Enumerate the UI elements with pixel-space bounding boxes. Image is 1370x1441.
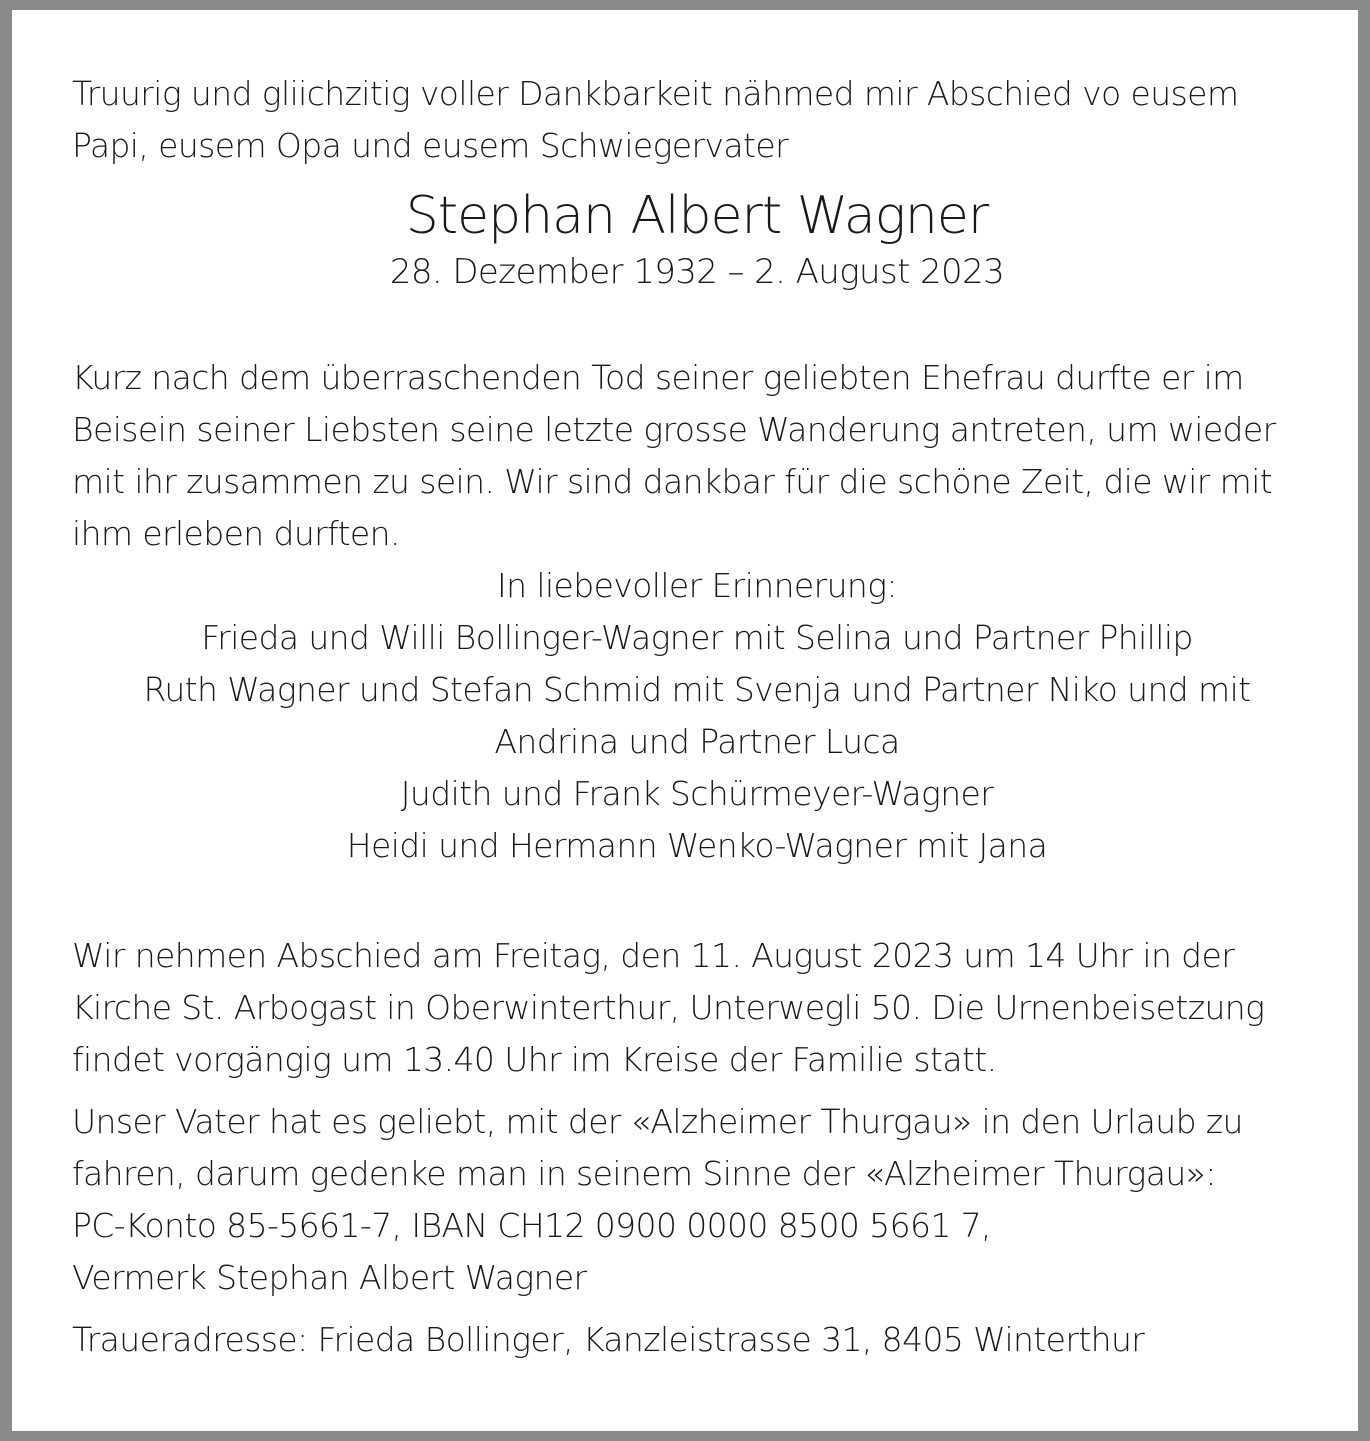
mourners-heading: In liebevoller Erinnerung: xyxy=(497,566,897,605)
deceased-dates: 28. Dezember 1932 – 2. August 2023 xyxy=(389,252,1005,292)
service-paragraph xyxy=(72,930,1322,1086)
intro-line: Papi, eusem Opa und eusem Schwiegervater xyxy=(72,126,789,165)
mourning-address: Traueradresse: Frieda Bollinger, Kanzleistrasse 31, 8405 Winterthur xyxy=(72,1320,1145,1359)
tribute-line: ihm erleben durften. xyxy=(72,514,400,553)
tribute-paragraph xyxy=(72,352,1322,560)
mourner-line: Frieda und Willi Bollinger-Wagner mit Selina und Partner Phillip xyxy=(201,618,1193,657)
tribute-line: Beisein seiner Liebsten seine letzte grosse Wanderung antreten, um wieder xyxy=(72,410,1276,449)
donation-line: Vermerk Stephan Albert Wagner xyxy=(72,1258,587,1297)
mourners-block xyxy=(72,560,1322,872)
tribute-line: mit ihr zusammen zu sein. Wir sind dankbar für die schöne Zeit, die wir mit xyxy=(72,462,1273,501)
intro-line: Truurig und gliichzitig voller Dankbarkeit nähmed mir Abschied vo eusem xyxy=(72,74,1239,113)
deceased-name: Stephan Albert Wagner xyxy=(405,186,989,246)
service-line: Wir nehmen Abschied am Freitag, den 11. August 2023 um 14 Uhr in der xyxy=(72,936,1235,975)
donation-line: PC-Konto 85-5661-7, IBAN CH12 0900 0000 8500 5661 7, xyxy=(72,1206,991,1245)
tribute-line: Kurz nach dem überraschenden Tod seiner geliebten Ehefrau durfte er im xyxy=(72,358,1244,397)
service-line: Kirche St. Arbogast in Oberwinterthur, Unterwegli 50. Die Urnenbeisetzung xyxy=(72,988,1265,1027)
donation-paragraph xyxy=(72,1096,1322,1304)
obituary-content xyxy=(72,68,1322,1366)
mourner-line: Ruth Wagner und Stefan Schmid mit Svenja und Partner Niko und mit xyxy=(143,670,1251,709)
mourner-line: Heidi und Hermann Wenko-Wagner mit Jana xyxy=(346,826,1048,865)
mourner-line: Andrina und Partner Luca xyxy=(494,722,900,761)
mourner-line: Judith und Frank Schürmeyer-Wagner xyxy=(400,774,994,813)
donation-line: Unser Vater hat es geliebt, mit der «Alzheimer Thurgau» in den Urlaub zu xyxy=(72,1102,1243,1141)
donation-line: fahren, darum gedenke man in seinem Sinne der «Alzheimer Thurgau»: xyxy=(72,1154,1216,1193)
intro-paragraph xyxy=(72,68,1322,172)
service-line: findet vorgängig um 13.40 Uhr im Kreise der Familie statt. xyxy=(72,1040,997,1079)
